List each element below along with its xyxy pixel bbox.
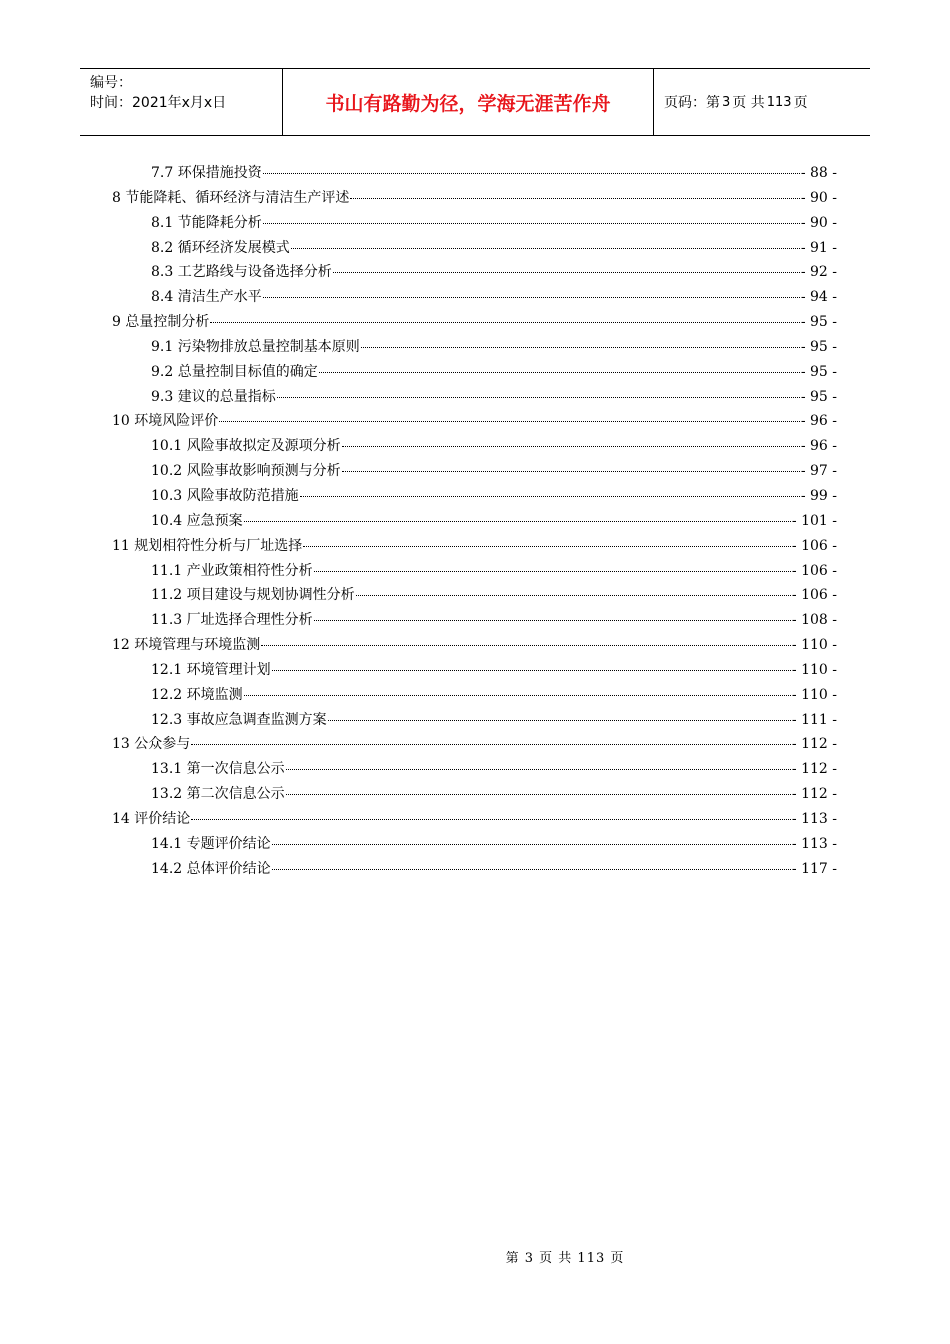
toc-entry-page: - 95 - (800, 314, 837, 331)
toc-entry[interactable] (112, 708, 837, 733)
toc-entry[interactable] (112, 310, 837, 335)
toc-entry-title: 10 环境风险评价 (112, 413, 219, 430)
toc-dot-leader (272, 844, 791, 845)
toc-dot-leader (263, 223, 800, 224)
toc-dot-leader (328, 720, 791, 721)
toc-entry-page: - 94 - (800, 289, 837, 306)
toc-entry-page: - 88 - (800, 165, 837, 181)
toc-entry-page: - 91 - (800, 239, 837, 256)
toc-entry[interactable] (112, 211, 837, 236)
toc-dot-leader (361, 347, 800, 348)
toc-dot-leader (191, 819, 791, 820)
toc-dot-leader (219, 421, 800, 422)
toc-dot-leader (244, 521, 791, 522)
toc-entry[interactable] (112, 534, 837, 559)
toc-entry-page: - 92 - (800, 264, 837, 281)
toc-dot-leader (356, 595, 791, 596)
toc-entry-title: 10.4 应急预案 (151, 512, 243, 529)
toc-entry-title: 11.3 厂址选择合理性分析 (151, 612, 313, 629)
toc-entry-title: 8.2 循环经济发展模式 (151, 239, 290, 256)
header-motto: 书山有路勤为径，学海无涯苦作舟 (282, 69, 654, 135)
toc-entry-title: 13.2 第二次信息公示 (151, 786, 285, 803)
toc-dot-leader (314, 620, 791, 621)
header-date-label: 时间：2021年x月x日 (90, 95, 227, 111)
toc-dot-leader (272, 670, 791, 671)
toc-entry-page: - 110 - (791, 661, 837, 678)
toc-entry-title: 11 规划相符性分析与厂址选择 (112, 537, 303, 554)
toc-entry-title: 12.3 事故应急调查监测方案 (151, 711, 327, 728)
toc-entry-page: - 108 - (791, 612, 837, 629)
toc-entry-page: - 112 - (791, 736, 837, 753)
toc-dot-leader (277, 397, 800, 398)
toc-entry[interactable] (112, 633, 837, 658)
toc-entry-title: 10.3 风险事故防范措施 (151, 487, 299, 504)
header-number-label: 编号： (90, 75, 132, 91)
toc-entry-title: 10.1 风险事故拟定及源项分析 (151, 438, 341, 455)
toc-entry[interactable] (112, 559, 837, 584)
toc-dot-leader (291, 248, 800, 249)
toc-entry-title: 11.2 项目建设与规划协调性分析 (151, 587, 355, 604)
toc-entry[interactable] (112, 608, 837, 633)
toc-entry-page: - 95 - (800, 363, 837, 380)
toc-entry-title: 8.3 工艺路线与设备选择分析 (151, 264, 332, 281)
toc-dot-leader (263, 173, 800, 174)
toc-entry-title: 14 评价结论 (112, 810, 191, 827)
toc-entry-page: - 90 - (800, 214, 837, 231)
toc-entry[interactable] (112, 360, 837, 385)
toc-entry[interactable] (112, 782, 837, 807)
toc-entry-page: - 96 - (800, 438, 837, 455)
toc-entry[interactable] (112, 857, 837, 882)
toc-dot-leader (342, 471, 800, 472)
toc-entry-title: 10.2 风险事故影响预测与分析 (151, 463, 341, 480)
toc-entry-page: - 97 - (800, 463, 837, 480)
toc-entry-title: 12.2 环境监测 (151, 686, 243, 703)
toc-entry-title: 12.1 环境管理计划 (151, 661, 271, 678)
toc-entry-page: - 96 - (800, 413, 837, 430)
toc-entry-page: - 95 - (800, 388, 837, 405)
toc-dot-leader (314, 571, 791, 572)
toc-entry[interactable] (112, 236, 837, 261)
toc-entry-page: - 106 - (791, 587, 837, 604)
toc-dot-leader (303, 546, 791, 547)
toc-dot-leader (350, 198, 799, 199)
header-page-mid: 页 共 (732, 95, 765, 111)
header-page-prefix: 页码：第 (664, 95, 720, 111)
toc-entry-page: - 106 - (791, 562, 837, 579)
toc-entry-page: - 111 - (791, 711, 837, 728)
toc-entry-page: - 101 - (791, 512, 837, 529)
page-footer: 第 3 页 共 113 页 (505, 1251, 625, 1266)
toc-entry-title: 9.2 总量控制目标值的确定 (151, 363, 318, 380)
toc-dot-leader (244, 695, 791, 696)
toc-entry[interactable] (112, 832, 837, 857)
toc-entry-title: 9 总量控制分析 (112, 314, 210, 331)
toc-entry-page: - 106 - (791, 537, 837, 554)
toc-entry[interactable] (112, 757, 837, 782)
toc-entry-page: - 99 - (800, 487, 837, 504)
toc-entry-page: - 110 - (791, 686, 837, 703)
toc-entry[interactable] (112, 434, 837, 459)
toc-dot-leader (286, 794, 791, 795)
toc-entry[interactable] (112, 161, 837, 186)
toc-entry-title: 11.1 产业政策相符性分析 (151, 562, 313, 579)
toc-entry[interactable] (112, 385, 837, 410)
toc-entry-page: - 112 - (791, 786, 837, 803)
toc-entry-page: - 117 - (791, 860, 837, 877)
toc-entry-page: - 95 - (800, 338, 837, 355)
toc-entry-title: 12 环境管理与环境监测 (112, 637, 261, 654)
toc-entry[interactable] (112, 459, 837, 484)
toc-dot-leader (272, 869, 791, 870)
toc-entry[interactable] (112, 509, 837, 534)
toc-entry-page: - 90 - (800, 189, 837, 206)
toc-entry-title: 13 公众参与 (112, 736, 191, 753)
toc-entry[interactable] (112, 583, 837, 608)
toc-entry[interactable] (112, 186, 837, 211)
toc-entry-page: - 112 - (791, 761, 837, 778)
toc-entry[interactable] (112, 484, 837, 509)
toc-dot-leader (261, 645, 791, 646)
toc-entry-title: 14.2 总体评价结论 (151, 860, 271, 877)
toc-entry[interactable] (112, 683, 837, 708)
toc-entry-title: 7.7 环保措施投资 (151, 165, 262, 181)
toc-dot-leader (319, 372, 800, 373)
toc-entry-title: 8 节能降耗、循环经济与清洁生产评述 (112, 189, 350, 206)
header-meta (80, 69, 282, 135)
toc-entry-page: - 113 - (791, 835, 837, 852)
toc-entry-title: 14.1 专题评价结论 (151, 835, 271, 852)
toc-entry-page: - 110 - (791, 637, 837, 654)
toc-dot-leader (191, 744, 791, 745)
toc-entry[interactable] (112, 285, 837, 310)
toc-dot-leader (286, 769, 791, 770)
header-page-info (654, 69, 870, 135)
toc-dot-leader (342, 446, 800, 447)
toc-dot-leader (263, 297, 800, 298)
toc-dot-leader (300, 496, 800, 497)
toc-entry-title: 13.1 第一次信息公示 (151, 761, 285, 778)
toc-entry[interactable] (112, 260, 837, 285)
toc-entry[interactable] (112, 658, 837, 683)
header-page-total: 113 (766, 94, 792, 110)
toc-entry[interactable] (112, 335, 837, 360)
toc-entry-title: 8.1 节能降耗分析 (151, 214, 262, 231)
toc-entry[interactable] (112, 409, 837, 434)
header-page-current: 3 (722, 94, 731, 110)
toc-entry[interactable] (112, 807, 837, 832)
toc-entry-page: - 113 - (791, 810, 837, 827)
toc-dot-leader (210, 322, 799, 323)
toc-entry-title: 8.4 清洁生产水平 (151, 289, 262, 306)
toc-entry-title: 9.1 污染物排放总量控制基本原则 (151, 338, 360, 355)
toc-entry-title: 9.3 建议的总量指标 (151, 388, 276, 405)
page-header (80, 68, 870, 136)
toc-entry[interactable] (112, 732, 837, 757)
toc-dot-leader (333, 272, 800, 273)
table-of-contents (112, 161, 837, 881)
header-page-suffix: 页 (793, 95, 808, 111)
